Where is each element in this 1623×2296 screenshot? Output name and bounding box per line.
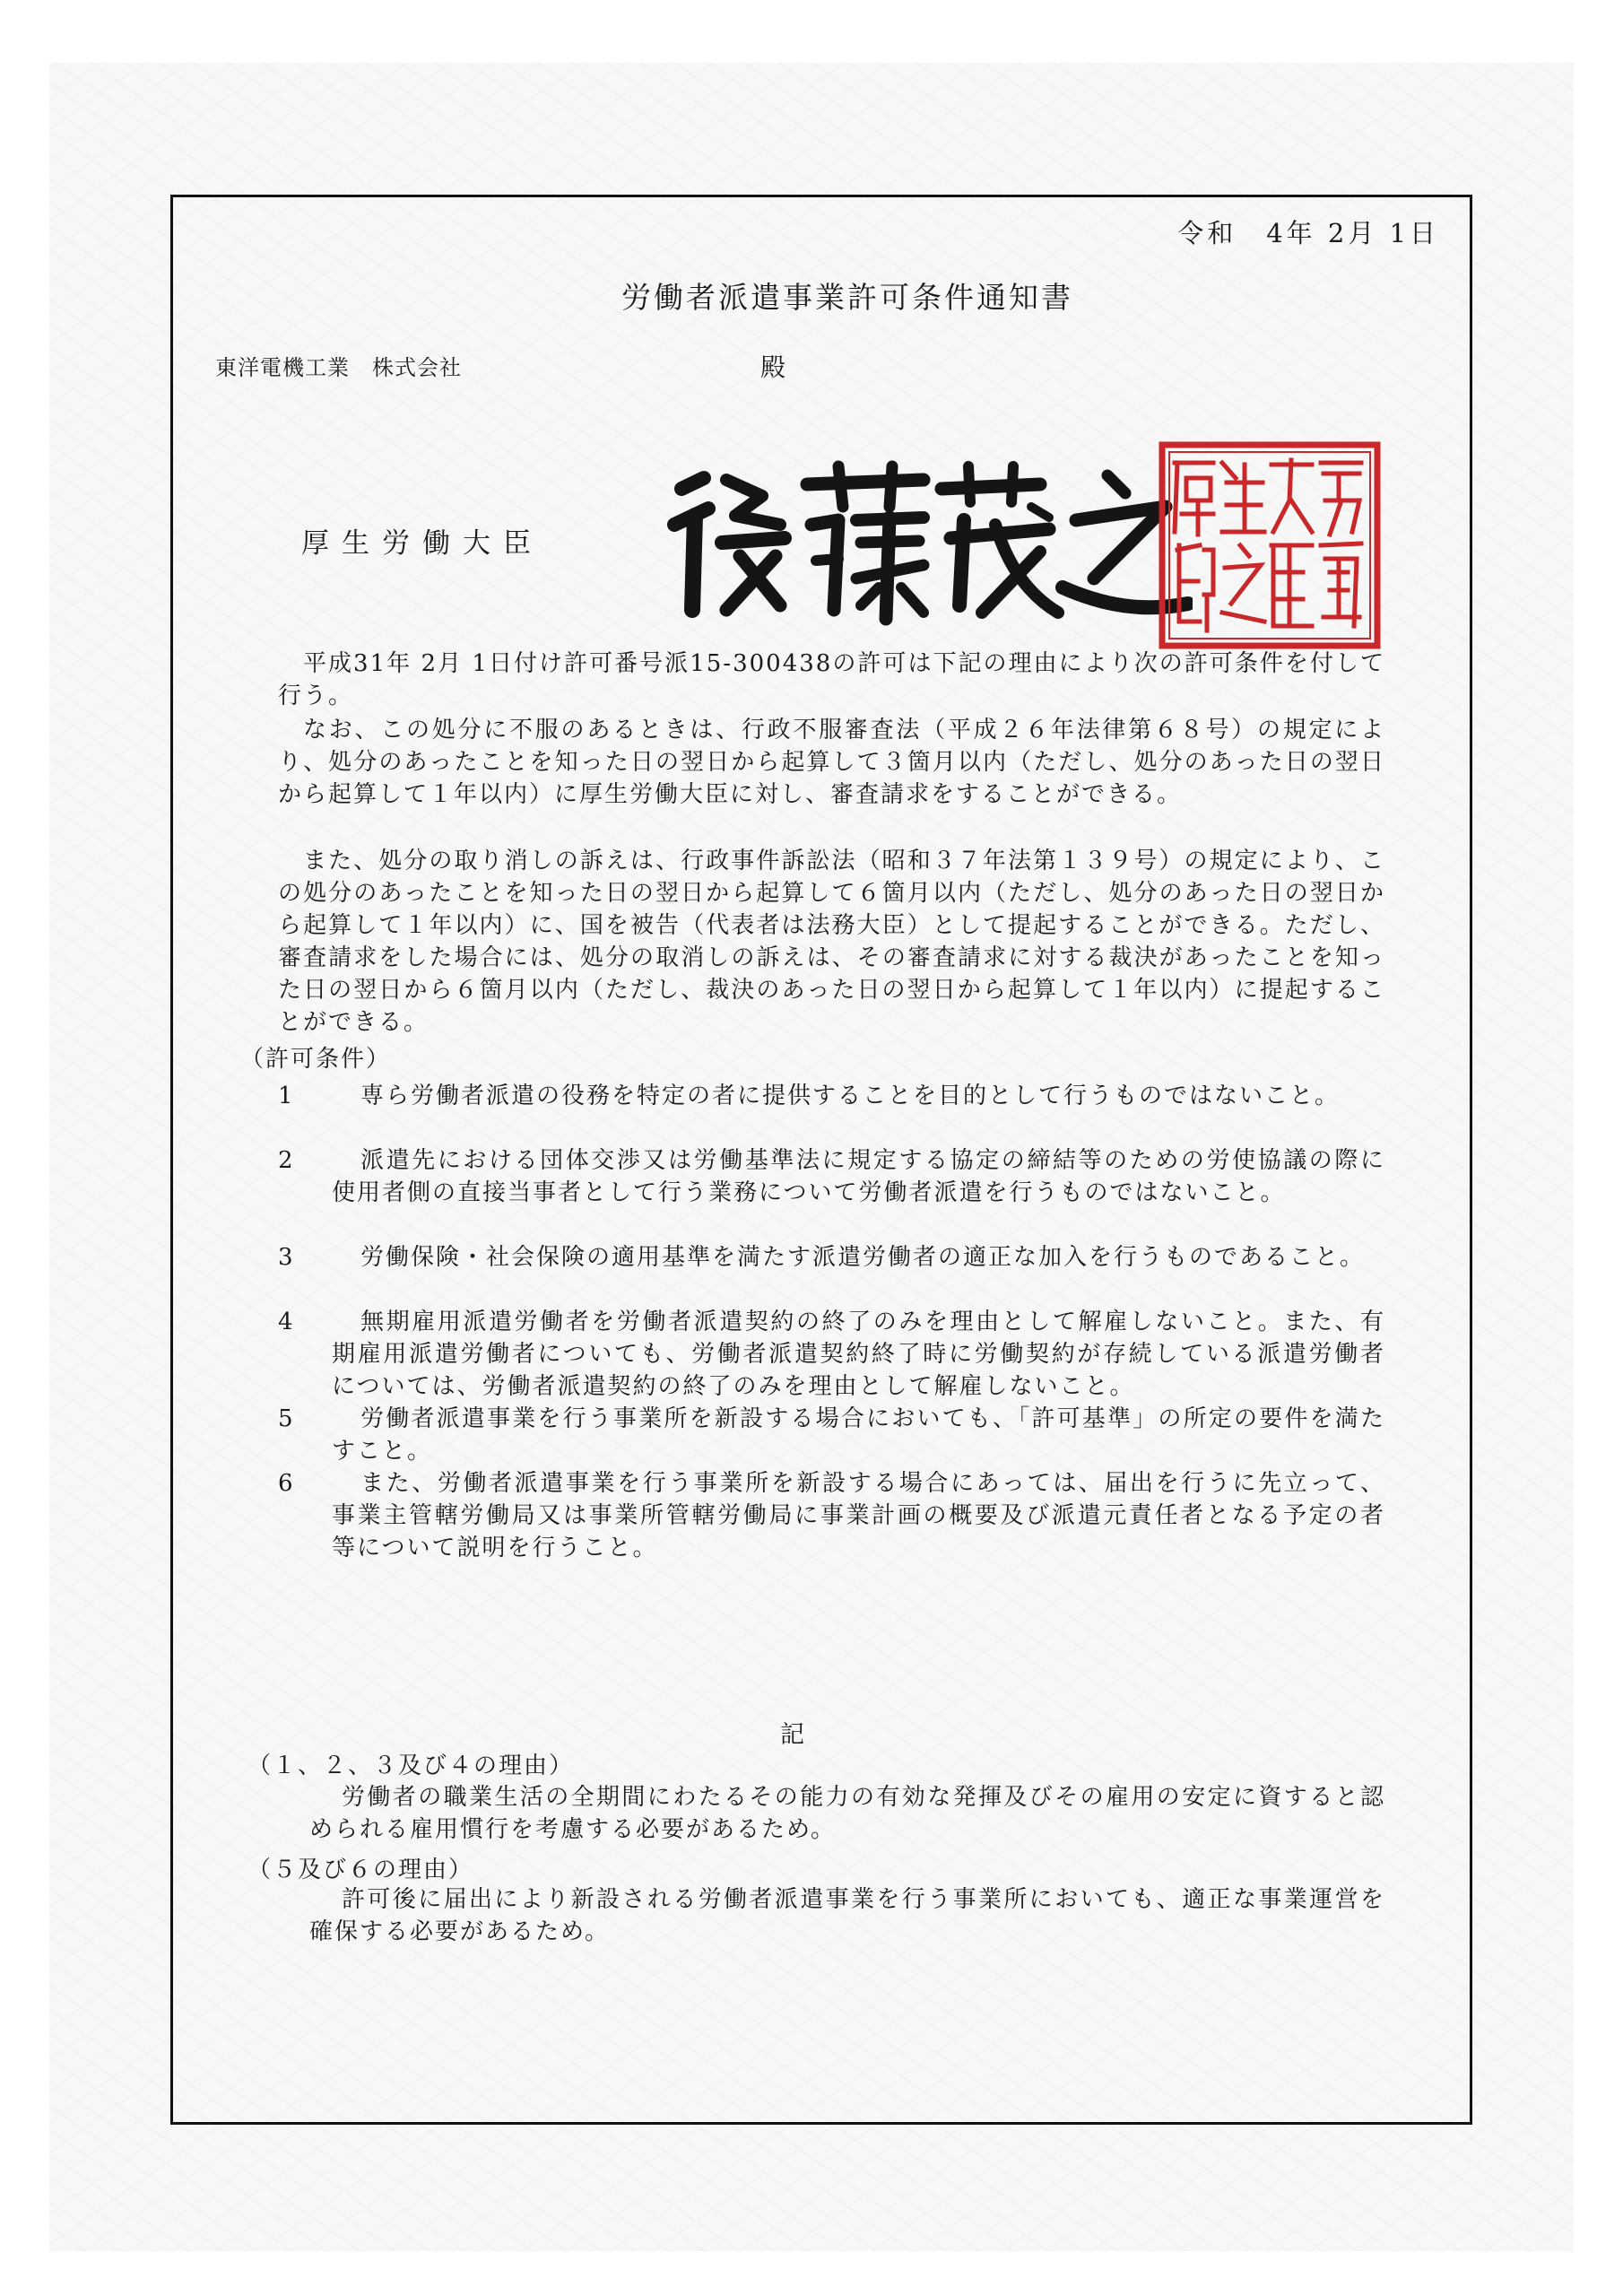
conditions-heading: （許可条件） (240, 1046, 392, 1073)
condition-text: 専ら労働者派遣の役務を特定の者に提供することを目的として行うものではないこと。 (360, 1083, 1341, 1109)
reason-heading: （１、２、３及び４の理由） (247, 1752, 575, 1779)
condition-number: 1 (278, 1083, 295, 1109)
condition-item (278, 1144, 1385, 1209)
issue-date: 令和 4年 2月 1日 (1177, 218, 1439, 248)
condition-item (278, 1467, 1385, 1564)
reason-text: 労働者の職業生活の全期間にわたるその能力の有効な発揮及びその雇用の安定に資すると認められる雇用慣行を考慮する必要があるため。 (309, 1784, 1385, 1843)
condition-number: 6 (278, 1470, 295, 1497)
condition-number: 2 (278, 1147, 295, 1174)
official-seal (1155, 438, 1384, 653)
condition-text: 労働者派遣事業を行う事業所を新設する場合においても、「許可基準」の所定の要件を満たすこと。 (332, 1405, 1385, 1465)
opening-paragraph: 平成31年 2月 1日付け許可番号派15-300438の許可は下記の理由により次の許可条件を付して行う。 (278, 650, 1385, 709)
appeal-paragraph: なお、この処分に不服のあるときは、行政不服審査法（平成２６年法律第６８号）の規定により、処分のあったことを知った日の翌日から起算して３箇月以内（ただし、処分のあった日の翌日から起算して１年以内）に厚生労働大臣に対し、審査請求をすることができる。 (278, 717, 1385, 808)
condition-text: また、労働者派遣事業を行う事業所を新設する場合にあっては、届出を行うに先立って、事業主管轄労働局又は事業所管轄労働局に事業計画の概要及び派遣元責任者となる予定の者等について説明を行うこと。 (332, 1470, 1385, 1561)
condition-text: 無期雇用派遣労働者を労働者派遣契約の終了のみを理由として解雇しないこと。また、有期雇用派遣労働者についても、労働者派遣契約終了時に労働契約が存続している派遣労働者については、労働者派遣契約の終了のみを理由として解雇しないこと。 (332, 1309, 1385, 1400)
condition-item (278, 1306, 1385, 1403)
condition-text: 派遣先における団体交渉又は労働基準法に規定する協定の締結等のための労使協議の際に使用者側の直接当事者として行う業務について労働者派遣を行うものではないこと。 (332, 1147, 1385, 1206)
reason-heading: （５及び６の理由） (247, 1857, 474, 1883)
ki-mark: 記 (780, 1721, 804, 1749)
minister-signature (655, 453, 1193, 632)
issuer-title: 厚生労働大臣 (301, 527, 543, 560)
condition-item (278, 1080, 1385, 1112)
condition-item (278, 1403, 1385, 1467)
condition-text: 労働保険・社会保険の適用基準を満たす派遣労働者の適正な加入を行うものであること。 (360, 1244, 1366, 1271)
reason-text: 許可後に届出により新設される労働者派遣事業を行う事業所においても、適正な事業運営を確保する必要があるため。 (309, 1886, 1385, 1945)
condition-number: 5 (278, 1405, 295, 1432)
condition-item (278, 1241, 1385, 1274)
recipient-company: 東洋電機工業 株式会社 (215, 355, 462, 380)
recipient-honorific: 殿 (760, 352, 786, 382)
condition-number: 3 (278, 1244, 295, 1271)
lawsuit-paragraph: また、処分の取り消しの訴えは、行政事件訴訟法（昭和３７年法第１３９号）の規定により、この処分のあったことを知った日の翌日から起算して６箇月以内（ただし、処分のあった日の翌日から起算して１年以内）に、国を被告（代表者は法務大臣）として提起することができる。ただし、審査請求をした場合には、処分の取消しの訴えは、その審査請求に対する裁決があったことを知った日の翌日から６箇月以内（ただし、裁決のあった日の翌日から起算して１年以内）に提起することができる。 (278, 848, 1385, 1036)
document-title: 労働者派遣事業許可条件通知書 (621, 280, 1073, 315)
condition-number: 4 (278, 1309, 295, 1335)
